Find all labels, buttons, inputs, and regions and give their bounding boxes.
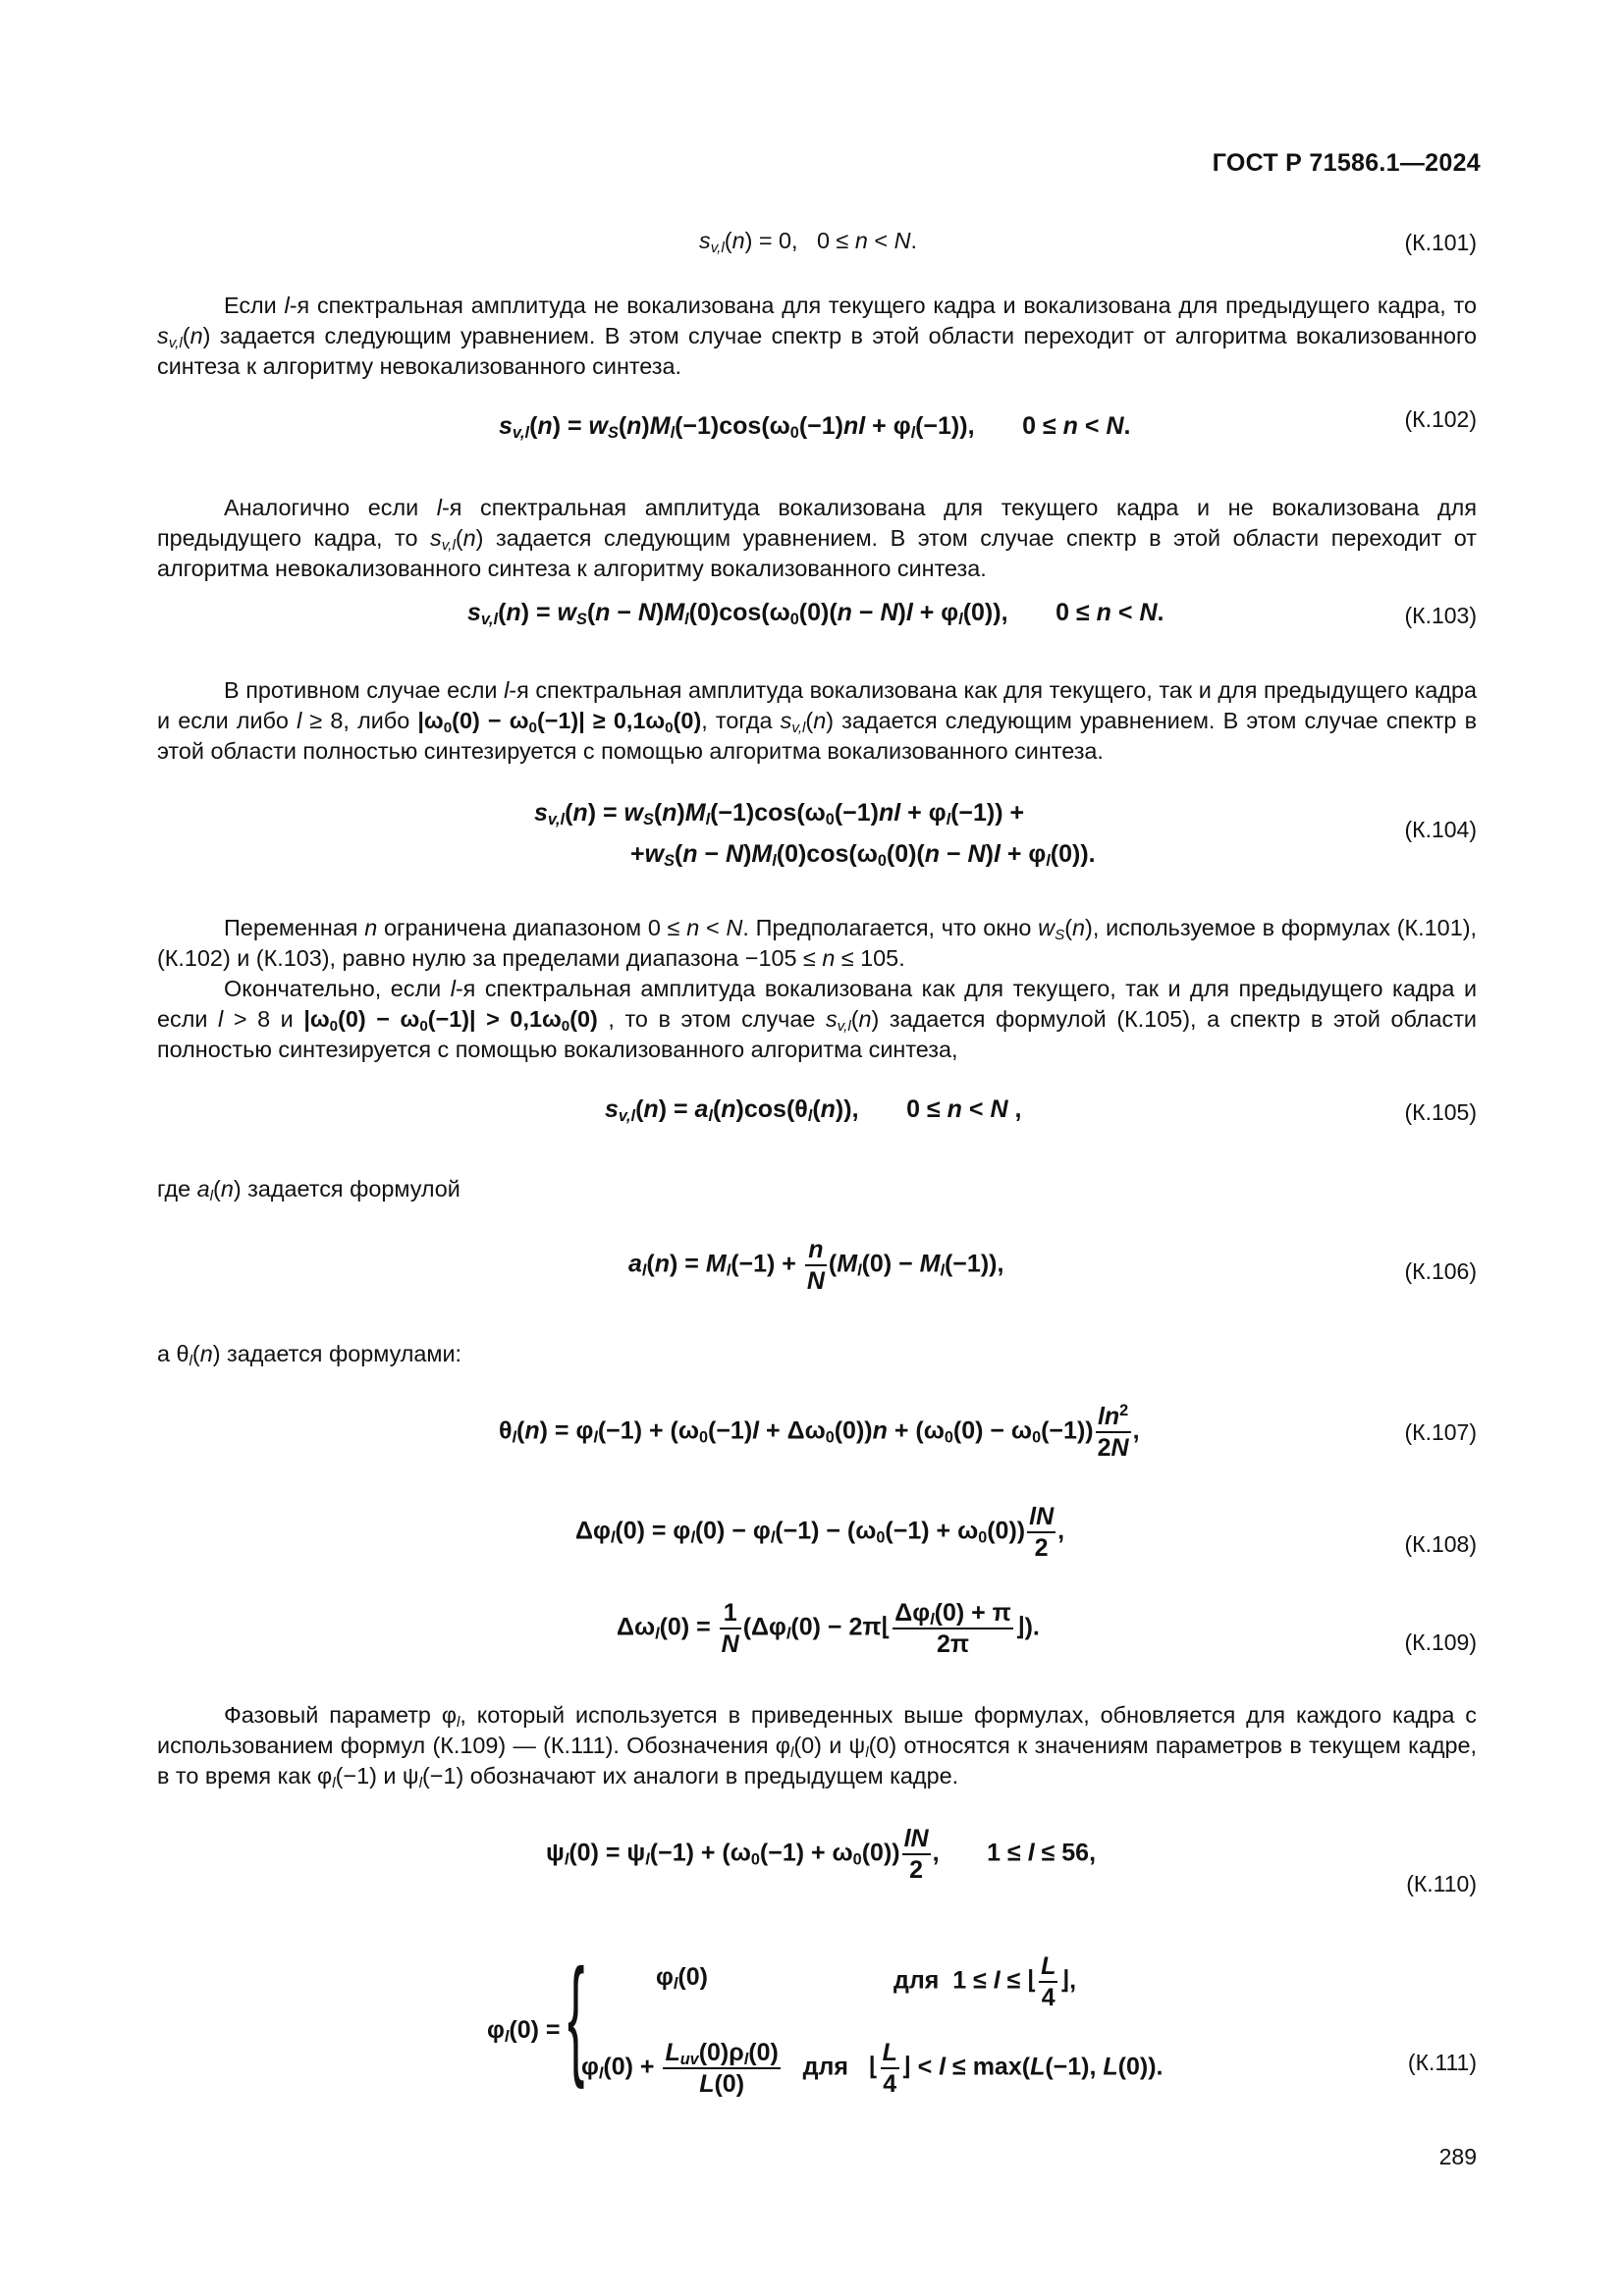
equation-number: (К.110) xyxy=(1406,1871,1477,1896)
equation-k111-case1: $\varphi_l(0)$ xyxy=(656,1963,708,1993)
equation-k107: $\theta_l(n) = \varphi_l(-1) + (\omega_0(-1)l + \Delta\omega_0(0))n + (\omega_0(0) - \omega_0(-1))$ $\frac{\ln^2}{2N}$ , xyxy=(499,1402,1140,1462)
equation-number: (К.107) xyxy=(1404,1419,1477,1445)
equation-number: (К.103) xyxy=(1404,603,1477,628)
paragraph: а $\theta_l(n)$ задается формулами: xyxy=(157,1341,462,1369)
equation-k104-line2: $+w_S(n - N)M_l(0)\cos(\omega_0(0)(n - N)l + \varphi_l(0))$. xyxy=(630,840,1096,870)
equation-k101: $s_{v,l}(n) = 0$, 0 ≤ n < N. xyxy=(699,228,917,256)
equation-number: (К.104) xyxy=(1404,817,1477,842)
equation-k111-case1-condition: для 1 ≤ l ≤ ⌊ $\frac{L}{4}$ ⌋, xyxy=(893,1952,1077,2011)
equation-k110: $\psi_l(0) = \psi_l(-1) + (\omega_0(-1) + \omega_0(0))$ $\frac{lN}{2}$ , 1 ≤ l ≤ 56, xyxy=(546,1825,1097,1884)
brace-icon: { xyxy=(568,1944,585,2092)
equation-number: (К.105) xyxy=(1404,1099,1477,1125)
equation-number: (К.106) xyxy=(1404,1258,1477,1284)
paragraph: где $a_l(n)$ задается формулой xyxy=(157,1176,460,1204)
document-header: ГОСТ Р 71586.1—2024 xyxy=(1212,149,1481,177)
equation-number: (К.101) xyxy=(1404,230,1477,255)
equation-k111-lhs: $\varphi_l(0)$ = xyxy=(487,2016,561,2046)
equation-number: (К.102) xyxy=(1404,406,1477,432)
equation-k104-line1: $s_{v,l}(n) = w_S(n)M_l(-1)\cos(\omega_0(-1)nl + \varphi_l(-1))$ + xyxy=(534,799,1025,828)
paragraph: Фазовый параметр $\varphi_l$, который используется в приведенных выше формулах, обновляется для каждого кадра с использованием формул (К.109) — (К.111). Обозначения $\varphi_l(0)$ и $\psi_l(0)$ относятся к значениям параметров в текущем кадре, в то время как $\varphi_l(-1)$ и $\psi_l(-1)$ обозначают их аналоги в предыдущем кадре. xyxy=(157,1702,1477,1791)
paragraph: Аналогично если l-я спектральная амплитуда вокализована для текущего кадра и не вокализована для предыдущего кадра, то $s_{v,l}(n)$ задается следующим уравнением. В этом случае спектр в этой области переходит от алгоритма невокализованного синтеза к алгоритму вокализованного синтеза. xyxy=(157,495,1478,581)
equation-k108: $\Delta\varphi_l(0) = \varphi_l(0) - \varphi_l(-1) - (\omega_0(-1) + \omega_0(0))$ $\frac{lN}{2}$ , xyxy=(575,1503,1065,1562)
equation-number: (К.109) xyxy=(1404,1629,1477,1655)
equation-k102: $s_{v,l}(n) = w_S(n)M_l(-1)\cos(\omega_0(-1)nl + \varphi_l(-1))$, 0 ≤ n < N. xyxy=(499,412,1131,442)
equation-number: (К.111) xyxy=(1407,2050,1477,2075)
equation-k105: $s_{v,l}(n) = a_l(n)\cos(\theta_l(n))$, 0 ≤ n < N , xyxy=(605,1095,1022,1125)
equation-k111-case2: $\varphi_l(0)$ + $\frac{L_{uv}(0)\rho_l(0)}{L(0)}$ для ⌊ $\frac{L}{4}$ ⌋ < l ≤ max(L(−1), L(0)). xyxy=(581,2039,1164,2098)
paragraph: В противном случае если l-я спектральная амплитуда вокализована как для текущего, так и для предыдущего кадра и если либо l ≥ 8, либо $|\omega_0(0) - \omega_0(-1)| \ge 0,1\omega_0(0)$, тогда $s_{v,l}(n)$ задается следующим уравнением. В этом случае спектр в этой области полностью синтезируется с помощью алгоритма вокализованного синтеза. xyxy=(157,677,1478,764)
page-number: 289 xyxy=(1438,2144,1477,2169)
equation-number: (К.108) xyxy=(1404,1531,1477,1557)
paragraph: Если l-я спектральная амплитуда не вокализована для текущего кадра и вокализована для предыдущего кадра, то $s_{v,l}(n)$ задается следующим уравнением. В этом случае спектр в этой области переходит от алгоритма вокализованного синтеза к алгоритму невокализованного синтеза. xyxy=(157,293,1477,379)
paragraph: Переменная n ограничена диапазоном 0 ≤ n < N. Предполагается, что окно $w_S(n)$, используемое в формулах (К.101), (К.102) и (К.103), равно нулю за пределами диапазона −105 ≤ n ≤ 105. Окончательно, если l-я спектральная амплитуда вокализована как для текущего, так и для предыдущего кадра и если l > 8 и $|\omega_0(0) - \omega_0(-1)| > 0,1\omega_0(0)$ , то в этом случае $s_{v,l}(n)$ задается формулой (К.105), а спектр в этой области полностью синтезируется с помощью вокализованного алгоритма синтеза, xyxy=(157,915,1478,1062)
equation-k106: $a_l(n) = M_l(-1)$ + $\frac{n}{N}$ $(M_l(0) - M_l(-1))$, xyxy=(628,1236,1004,1295)
equation-k103: $s_{v,l}(n) = w_S(n - N)M_l(0)\cos(\omega_0(0)(n - N)l + \varphi_l(0))$, 0 ≤ n < N. xyxy=(467,599,1164,628)
equation-k109: $\Delta\omega_l(0)$ = $\frac{1}{N}$ ($\Delta\varphi_l(0)$ − 2π⌊ $\frac{\Delta\varphi_l(0) + \pi}{2\pi}$ ⌋). xyxy=(617,1599,1040,1658)
